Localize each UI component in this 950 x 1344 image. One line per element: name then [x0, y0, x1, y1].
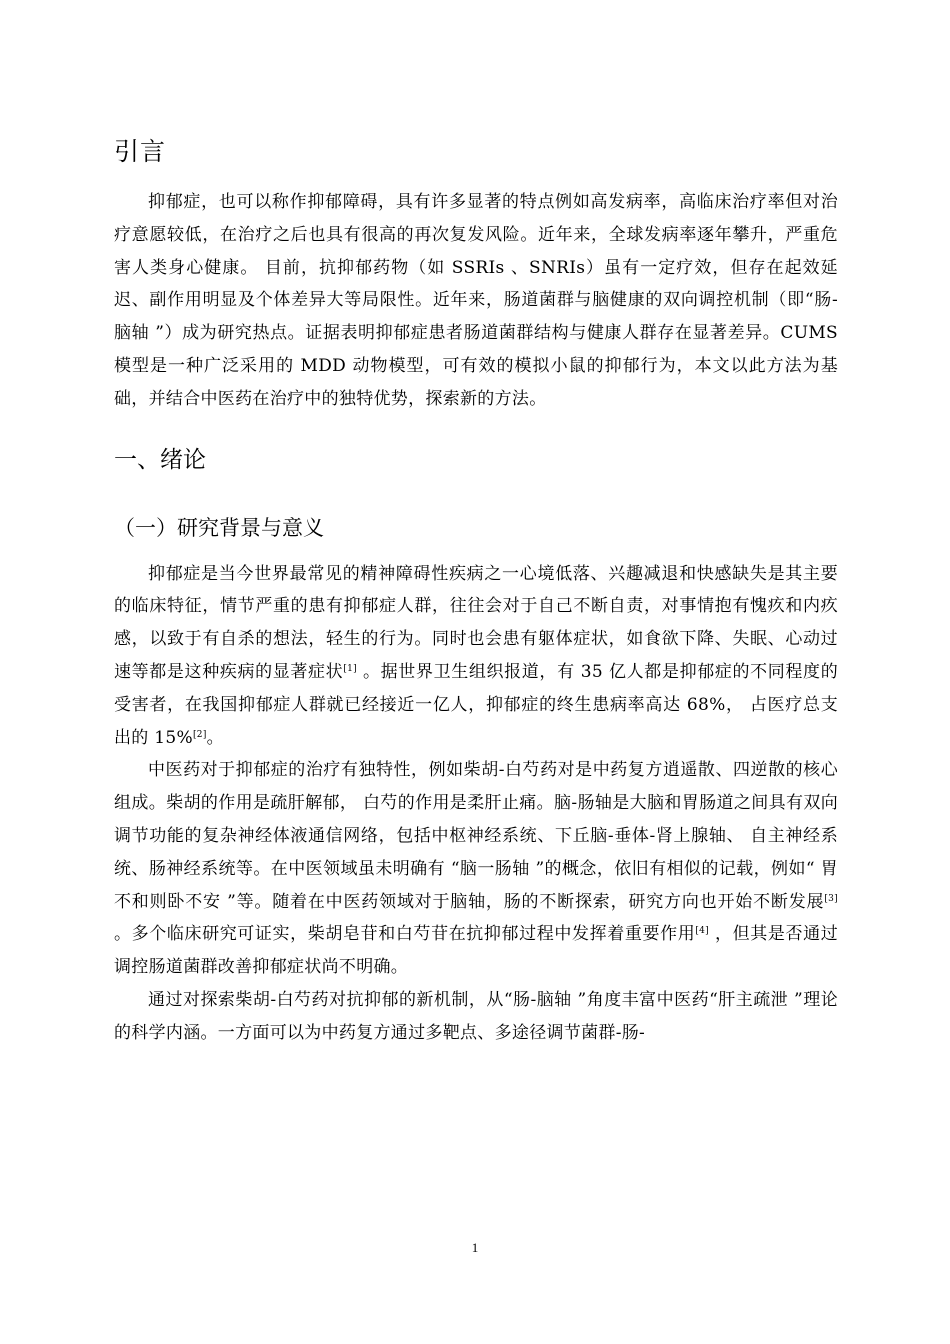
body-paragraph-1 — [114, 558, 838, 755]
intro-paragraph: 抑郁症，也可以称作抑郁障碍，具有许多显著的特点例如高发病率，高临床治疗率但对治疗意愿较低，在治疗之后也具有很高的再次复发风险。近年来，全球发病率逐年攀升，严重危害人类身心健康。 目前，抗抑郁药物（如 SSRIs 、SNRIs）虽有一定疗效，但存在起效延迟、副作用明显及个体差异大等局限性。近年来，肠道菌群与脑健康的双向调控机制（即“肠-脑轴 ”）成为研究热点。证据表明抑郁症患者肠道菌群结构与健康人群存在显著差异。CUMS 模型是一种广泛采用的 MDD 动物模型，可有效的模拟小鼠的抑郁行为，本文以此方法为基础，并结合中医药在治疗中的独特优势，探索新的方法。 — [114, 192, 838, 409]
paragraph-text: 。 — [206, 727, 224, 748]
paragraph-text: 中医药对于抑郁症的治疗有独特性，例如柴胡-白芍药对是中药复方逍遥散、四逆散的核心组成。柴胡的作用是疏肝解郁， 白芍的作用是柔肝止痛。脑-肠轴是大脑和胃肠道之间具有双向调节功能的复杂神经体液通信网络，包括中枢神经系统、下丘脑-垂体-肾上腺轴、 自主神经系统、肠神经系统等。在中医领域虽未明确有 “脑一肠轴 ”的概念，依旧有相似的记载，例如“ 胃不和则卧不安 ”等。随着在中医药领域对于脑轴，肠的不断探索，研究方向也开始不断发展 — [114, 760, 838, 912]
citation-ref-2[interactable]: [2] — [193, 729, 207, 740]
citation-ref-3[interactable]: [3] — [824, 893, 838, 904]
body-paragraph-2 — [114, 754, 838, 984]
subsection-heading: （一）研究背景与意义 — [114, 515, 324, 540]
citation-ref-1[interactable]: [1] — [343, 663, 357, 674]
page-number: 1 — [471, 1240, 479, 1255]
paragraph-text: 抑郁症是当今世界最常见的精神障碍性疾病之一心境低落、兴趣减退和快感缺失是其主要的临床特征，情节严重的患有抑郁症人群，往往会对于自己不断自责，对事情抱有愧疚和内疚感，以致于有自杀的想法，轻生的行为。同时也会患有躯体症状，如食欲下降、失眠、心动过速等都是这种疾病的显著症状 — [114, 563, 838, 682]
chapter-heading: 一、绪论 — [114, 446, 206, 473]
paragraph-text: 。据世界卫生组织报道，有 35 亿人都是抑郁症的不同程度的受害者，在我国抑郁症人群就已经接近一亿人，抑郁症的终生患病率高达 68%， 占医疗总支出的 15% — [114, 661, 839, 748]
paragraph-text: 。多个临床研究可证实，柴胡皂苷和白芍苷在抗抑郁过程中发挥着重要作用 — [114, 924, 696, 945]
body-paragraph-3: 通过对探索柴胡-白芍药对抗抑郁的新机制，从“肠-脑轴 ”角度丰富中医药“肝主疏泄 ”理论的科学内涵。一方面可以为中药复方通过多靶点、多途径调节菌群-肠- — [114, 989, 838, 1043]
intro-heading: 引言 — [114, 137, 167, 166]
page-content — [114, 132, 838, 1050]
paragraph-text: ，但其是否通过调控肠道菌群改善抑郁症状尚不明确。 — [114, 924, 838, 978]
citation-ref-4[interactable]: [4] — [695, 926, 709, 937]
